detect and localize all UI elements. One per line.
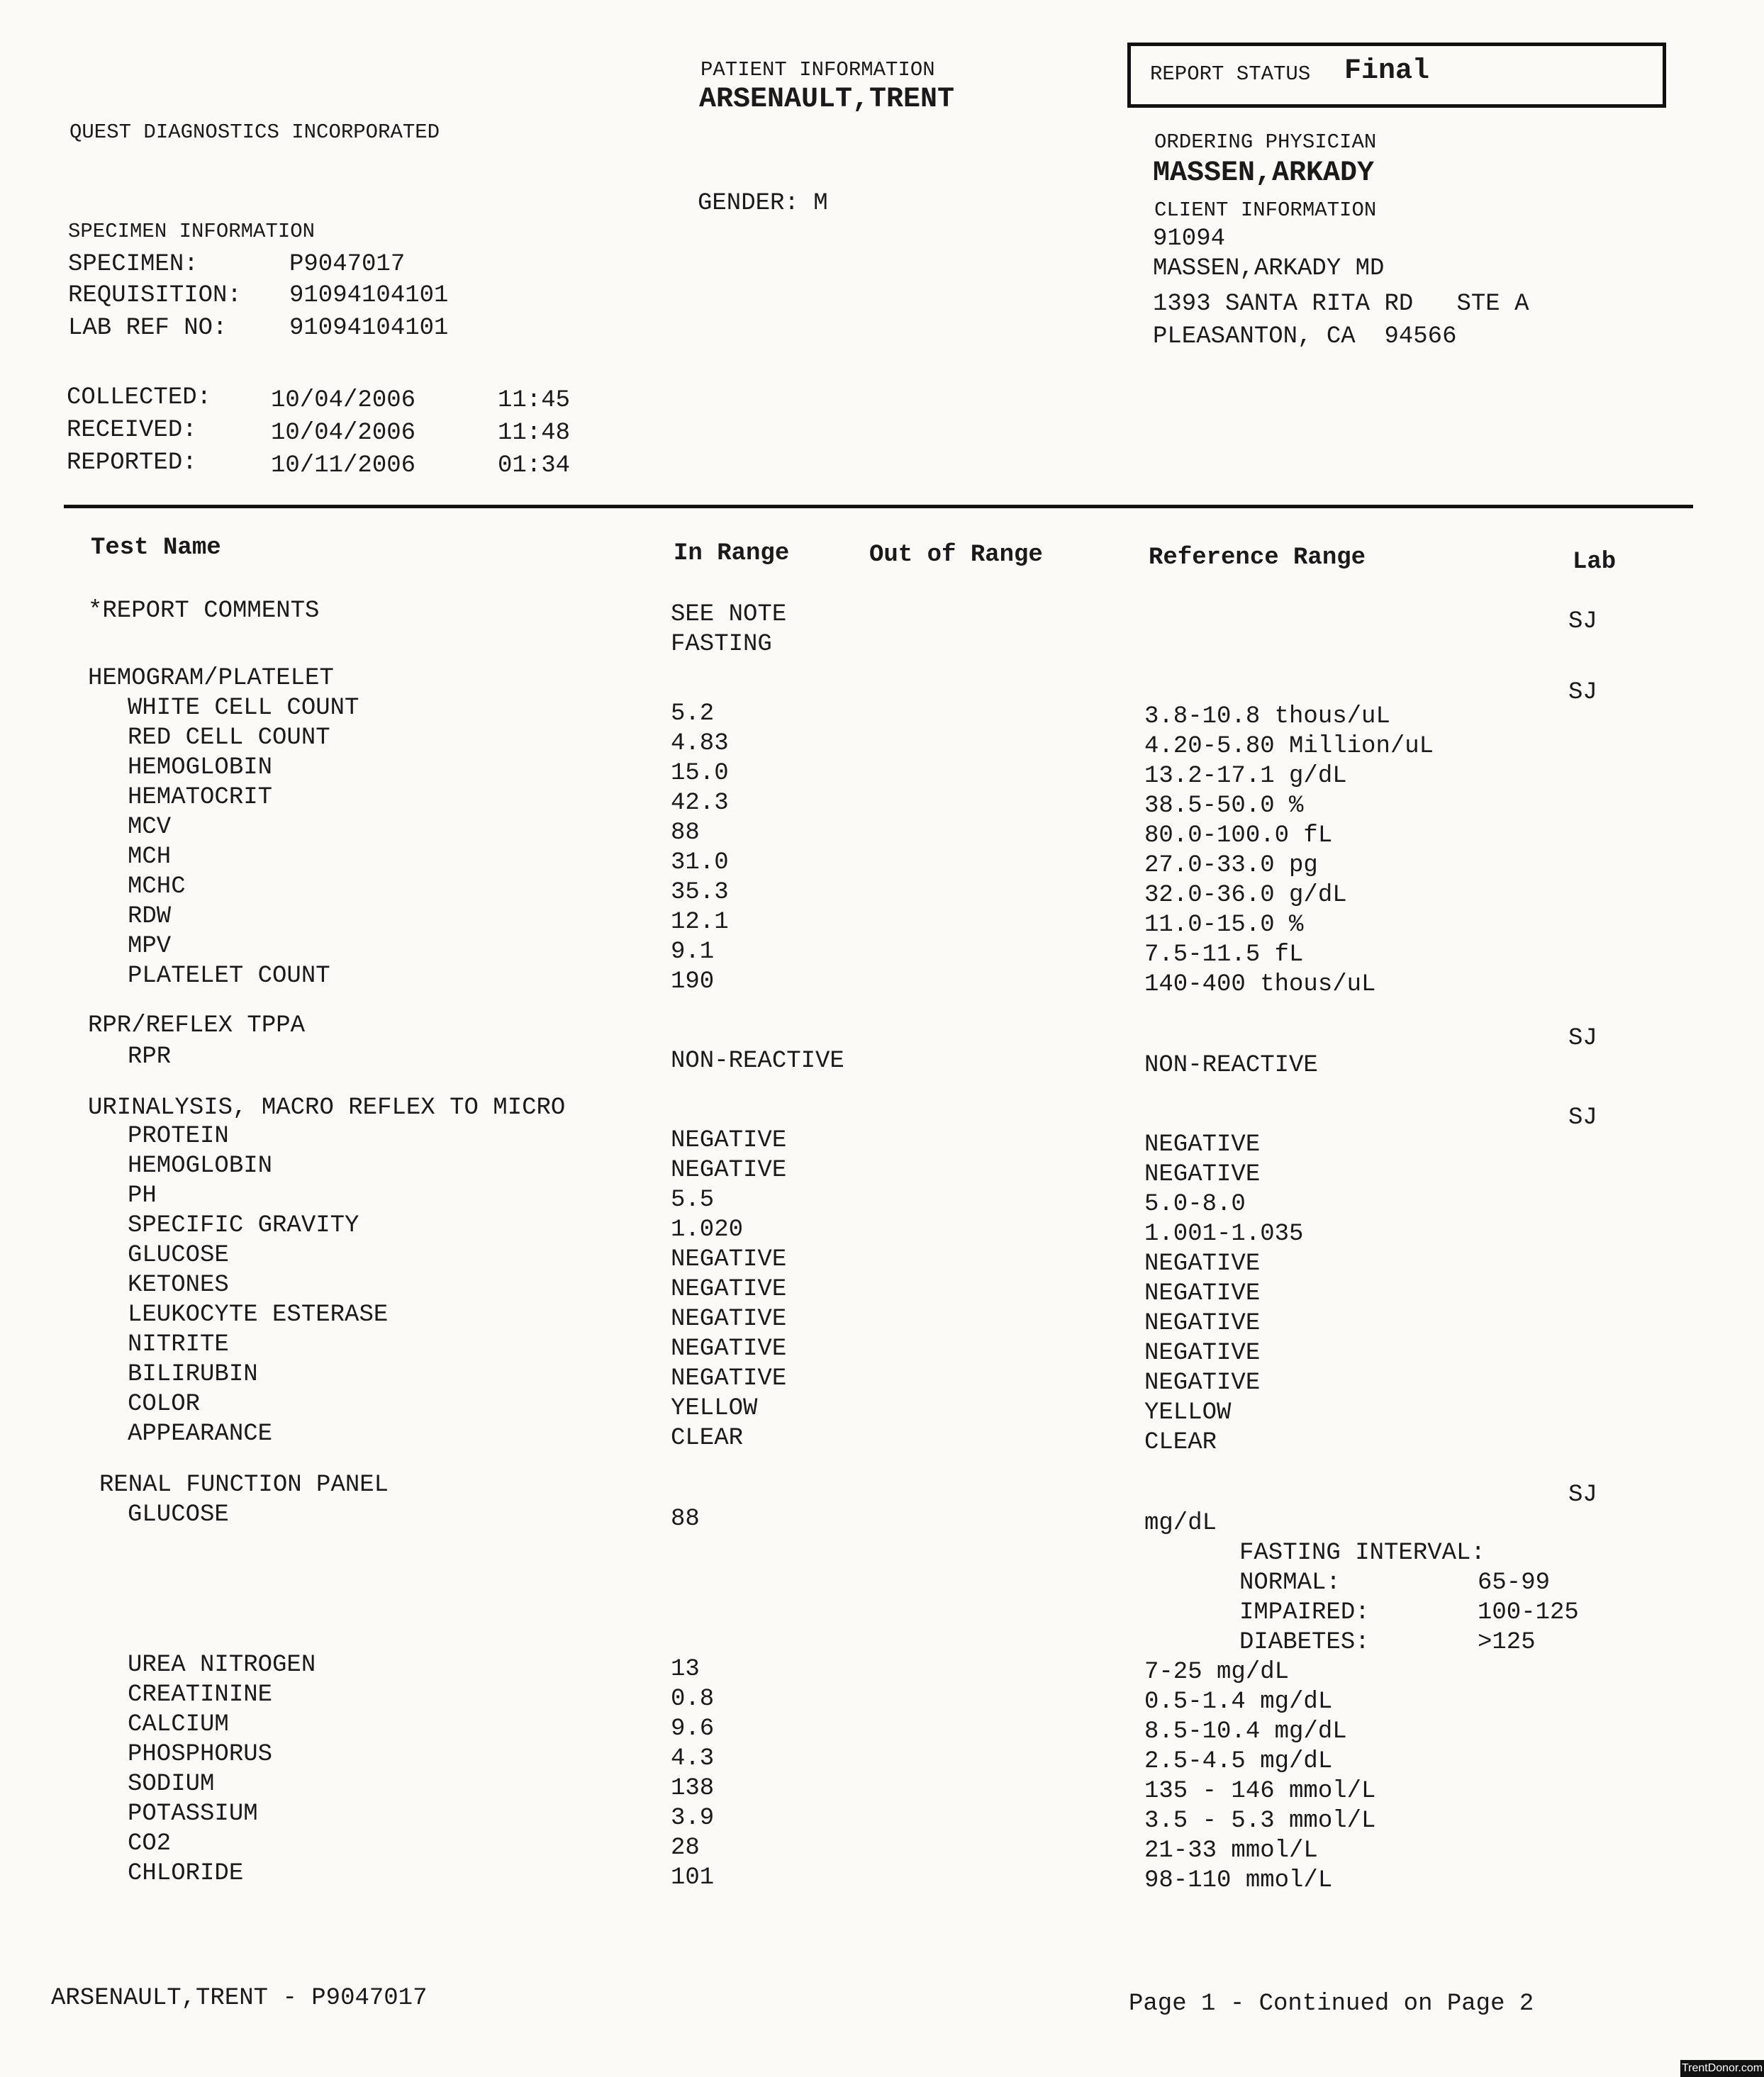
reference-range: 27.0-33.0 pg [1144,852,1318,879]
in-range-value: 12.1 [671,909,729,936]
reference-range: NEGATIVE [1144,1310,1261,1337]
client-line: 1393 SANTA RITA RD STE A [1153,291,1529,318]
lab-ref-value: 91094104101 [289,315,449,342]
reference-range: NEGATIVE [1144,1340,1261,1367]
client-info-label: CLIENT INFORMATION [1154,198,1377,222]
test-name: GLUCOSE [128,1242,229,1269]
in-range-value: 88 [671,819,700,846]
test-name: CHLORIDE [128,1860,244,1887]
test-name: MCH [128,844,172,870]
lab-code: SJ [1568,679,1597,706]
reference-range: 32.0-36.0 g/dL [1144,882,1347,909]
test-name: WHITE CELL COUNT [128,695,359,722]
reference-range: NEGATIVE [1144,1280,1261,1307]
client-line: PLEASANTON, CA 94566 [1153,323,1457,350]
test-name: HEMOGLOBIN [128,1153,273,1180]
ordering-physician-label: ORDERING PHYSICIAN [1154,130,1377,154]
reference-range: 0.5-1.4 mg/dL [1144,1689,1333,1715]
header-divider [64,505,1693,508]
patient-name: ARSENAULT,TRENT [699,84,955,116]
test-name: PH [128,1182,157,1209]
reference-range: 11.0-15.0 % [1144,912,1304,939]
in-range-value: NEGATIVE [671,1336,787,1362]
reported-label: REPORTED: [67,449,197,476]
test-name: POTASSIUM [128,1801,258,1827]
test-name: BILIRUBIN [128,1361,258,1388]
reference-range: 38.5-50.0 % [1144,793,1304,819]
col-out-of-range: Out of Range [869,542,1043,569]
in-range-value: 88 [671,1506,700,1533]
lab-code: SJ [1568,608,1597,635]
footer-patient: ARSENAULT,TRENT - P9047017 [51,1985,428,2012]
test-name: SODIUM [128,1771,215,1798]
in-range-value: NEGATIVE [671,1306,787,1333]
lab-ref-label: LAB REF NO: [68,315,228,342]
reference-range: NEGATIVE [1144,1131,1261,1158]
collected-label: COLLECTED: [67,384,212,411]
test-name: CREATININE [128,1681,273,1708]
in-range-value: 138 [671,1775,715,1802]
in-range-value: 0.8 [671,1686,715,1713]
ordering-physician: MASSEN,ARKADY [1153,157,1375,189]
in-range-value: 4.3 [671,1745,715,1772]
report-status-label: REPORT STATUS [1150,62,1311,86]
in-range-value: 42.3 [671,790,729,817]
reference-range: 1.001-1.035 [1144,1221,1304,1248]
test-name: HEMOGLOBIN [128,754,273,781]
collected-time: 11:45 [498,387,571,414]
test-name: CO2 [128,1830,172,1857]
test-name: PROTEIN [128,1123,229,1150]
reference-range: CLEAR [1144,1429,1217,1456]
in-range-value: 35.3 [671,879,729,906]
received-time: 11:48 [498,420,571,447]
in-range-value: 15.0 [671,760,729,787]
in-range-value: 1.020 [671,1216,744,1243]
report-status-value: Final [1344,55,1430,87]
in-range-value: NEGATIVE [671,1276,787,1303]
test-name: KETONES [128,1272,229,1299]
test-name: HEMATOCRIT [128,784,273,811]
requisition-value: 91094104101 [289,282,449,309]
reference-range: 3.5 - 5.3 mmol/L [1144,1808,1376,1835]
fasting-diabetes-label: DIABETES: [1239,1629,1370,1656]
collected-date: 10/04/2006 [271,387,416,414]
in-range-value: FASTING [671,631,772,658]
in-range-value: 5.5 [671,1187,715,1214]
col-in-range: In Range [674,540,790,567]
in-range-value: 101 [671,1864,715,1891]
reference-range: NON-REACTIVE [1144,1052,1318,1079]
reference-range: 7-25 mg/dL [1144,1659,1290,1686]
specimen-label: SPECIMEN: [68,251,199,278]
reference-range: 2.5-4.5 mg/dL [1144,1748,1333,1775]
specimen-info-label: SPECIMEN INFORMATION [68,220,316,243]
in-range-value: 13 [671,1656,700,1683]
in-range-value: YELLOW [671,1395,758,1422]
reference-range: 13.2-17.1 g/dL [1144,763,1347,790]
test-name: MCHC [128,873,186,900]
reference-range: 21-33 mmol/L [1144,1837,1318,1864]
lab-code: SJ [1568,1104,1597,1131]
received-date: 10/04/2006 [271,420,416,447]
reference-range: 3.8-10.8 thous/uL [1144,703,1390,730]
in-range-value: 3.9 [671,1805,715,1832]
test-name: MPV [128,933,172,960]
fasting-diabetes-value: >125 [1478,1629,1536,1656]
in-range-value: NEGATIVE [671,1365,787,1392]
specimen-value: P9047017 [289,251,406,278]
reference-range: 7.5-11.5 fL [1144,941,1304,968]
in-range-value: 190 [671,968,715,995]
in-range-value: NON-REACTIVE [671,1048,844,1075]
client-line: MASSEN,ARKADY MD [1153,255,1385,282]
requisition-label: REQUISITION: [68,282,242,309]
fasting-normal-label: NORMAL: [1239,1569,1341,1596]
section-title: URINALYSIS, MACRO REFLEX TO MICRO [88,1095,566,1121]
reference-range: NEGATIVE [1144,1370,1261,1396]
test-name: NITRITE [128,1331,229,1358]
test-name: RPR [128,1043,172,1070]
in-range-value: SEE NOTE [671,601,787,628]
col-test-name: Test Name [91,534,221,561]
fasting-title: FASTING INTERVAL: [1239,1540,1485,1567]
fasting-impaired-value: 100-125 [1478,1599,1579,1626]
reference-range: mg/dL [1144,1510,1217,1537]
patient-gender: GENDER: M [698,190,828,217]
reference-range: NEGATIVE [1144,1161,1261,1188]
fasting-impaired-label: IMPAIRED: [1239,1599,1370,1626]
reference-range: 5.0-8.0 [1144,1191,1246,1218]
lab-code: SJ [1568,1482,1597,1508]
footer-page: Page 1 - Continued on Page 2 [1129,1991,1534,2017]
test-name: GLUCOSE [128,1501,229,1528]
reported-time: 01:34 [498,452,571,479]
section-title: *REPORT COMMENTS [88,598,320,625]
lab-code: SJ [1568,1025,1597,1052]
in-range-value: 28 [671,1835,700,1862]
reference-range: 140-400 thous/uL [1144,971,1376,998]
in-range-value: NEGATIVE [671,1127,787,1154]
in-range-value: 9.6 [671,1715,715,1742]
test-name: SPECIFIC GRAVITY [128,1212,359,1239]
client-line: 91094 [1153,225,1226,252]
test-name: COLOR [128,1391,201,1418]
reference-range: 4.20-5.80 Million/uL [1144,733,1434,760]
test-name: APPEARANCE [128,1421,273,1448]
in-range-value: 31.0 [671,849,729,876]
section-title: RENAL FUNCTION PANEL [99,1472,389,1499]
reference-range: NEGATIVE [1144,1250,1261,1277]
reference-range: 8.5-10.4 mg/dL [1144,1718,1347,1745]
watermark: TrentDonor.com [1680,2060,1764,2077]
fasting-normal-value: 65-99 [1478,1569,1551,1596]
reference-range: YELLOW [1144,1399,1232,1426]
in-range-value: 9.1 [671,939,715,965]
test-name: LEUKOCYTE ESTERASE [128,1301,389,1328]
received-label: RECEIVED: [67,417,197,444]
test-name: RED CELL COUNT [128,724,330,751]
test-name: PLATELET COUNT [128,963,330,990]
reported-date: 10/11/2006 [271,452,416,479]
reference-range: 80.0-100.0 fL [1144,822,1333,849]
in-range-value: NEGATIVE [671,1157,787,1184]
test-name: PHOSPHORUS [128,1741,273,1768]
section-title: RPR/REFLEX TPPA [88,1012,306,1039]
in-range-value: NEGATIVE [671,1246,787,1273]
col-reference-range: Reference Range [1149,544,1366,571]
in-range-value: CLEAR [671,1425,744,1452]
company-name: QUEST DIAGNOSTICS INCORPORATED [69,121,440,144]
in-range-value: 5.2 [671,700,715,727]
patient-info-label: PATIENT INFORMATION [700,58,935,82]
reference-range: 135 - 146 mmol/L [1144,1778,1376,1805]
col-lab: Lab [1573,549,1617,576]
reference-range: 98-110 mmol/L [1144,1867,1333,1894]
test-name: UREA NITROGEN [128,1652,316,1679]
section-title: HEMOGRAM/PLATELET [88,665,334,692]
test-name: CALCIUM [128,1711,229,1738]
in-range-value: 4.83 [671,730,729,757]
test-name: MCV [128,814,172,841]
test-name: RDW [128,903,172,930]
